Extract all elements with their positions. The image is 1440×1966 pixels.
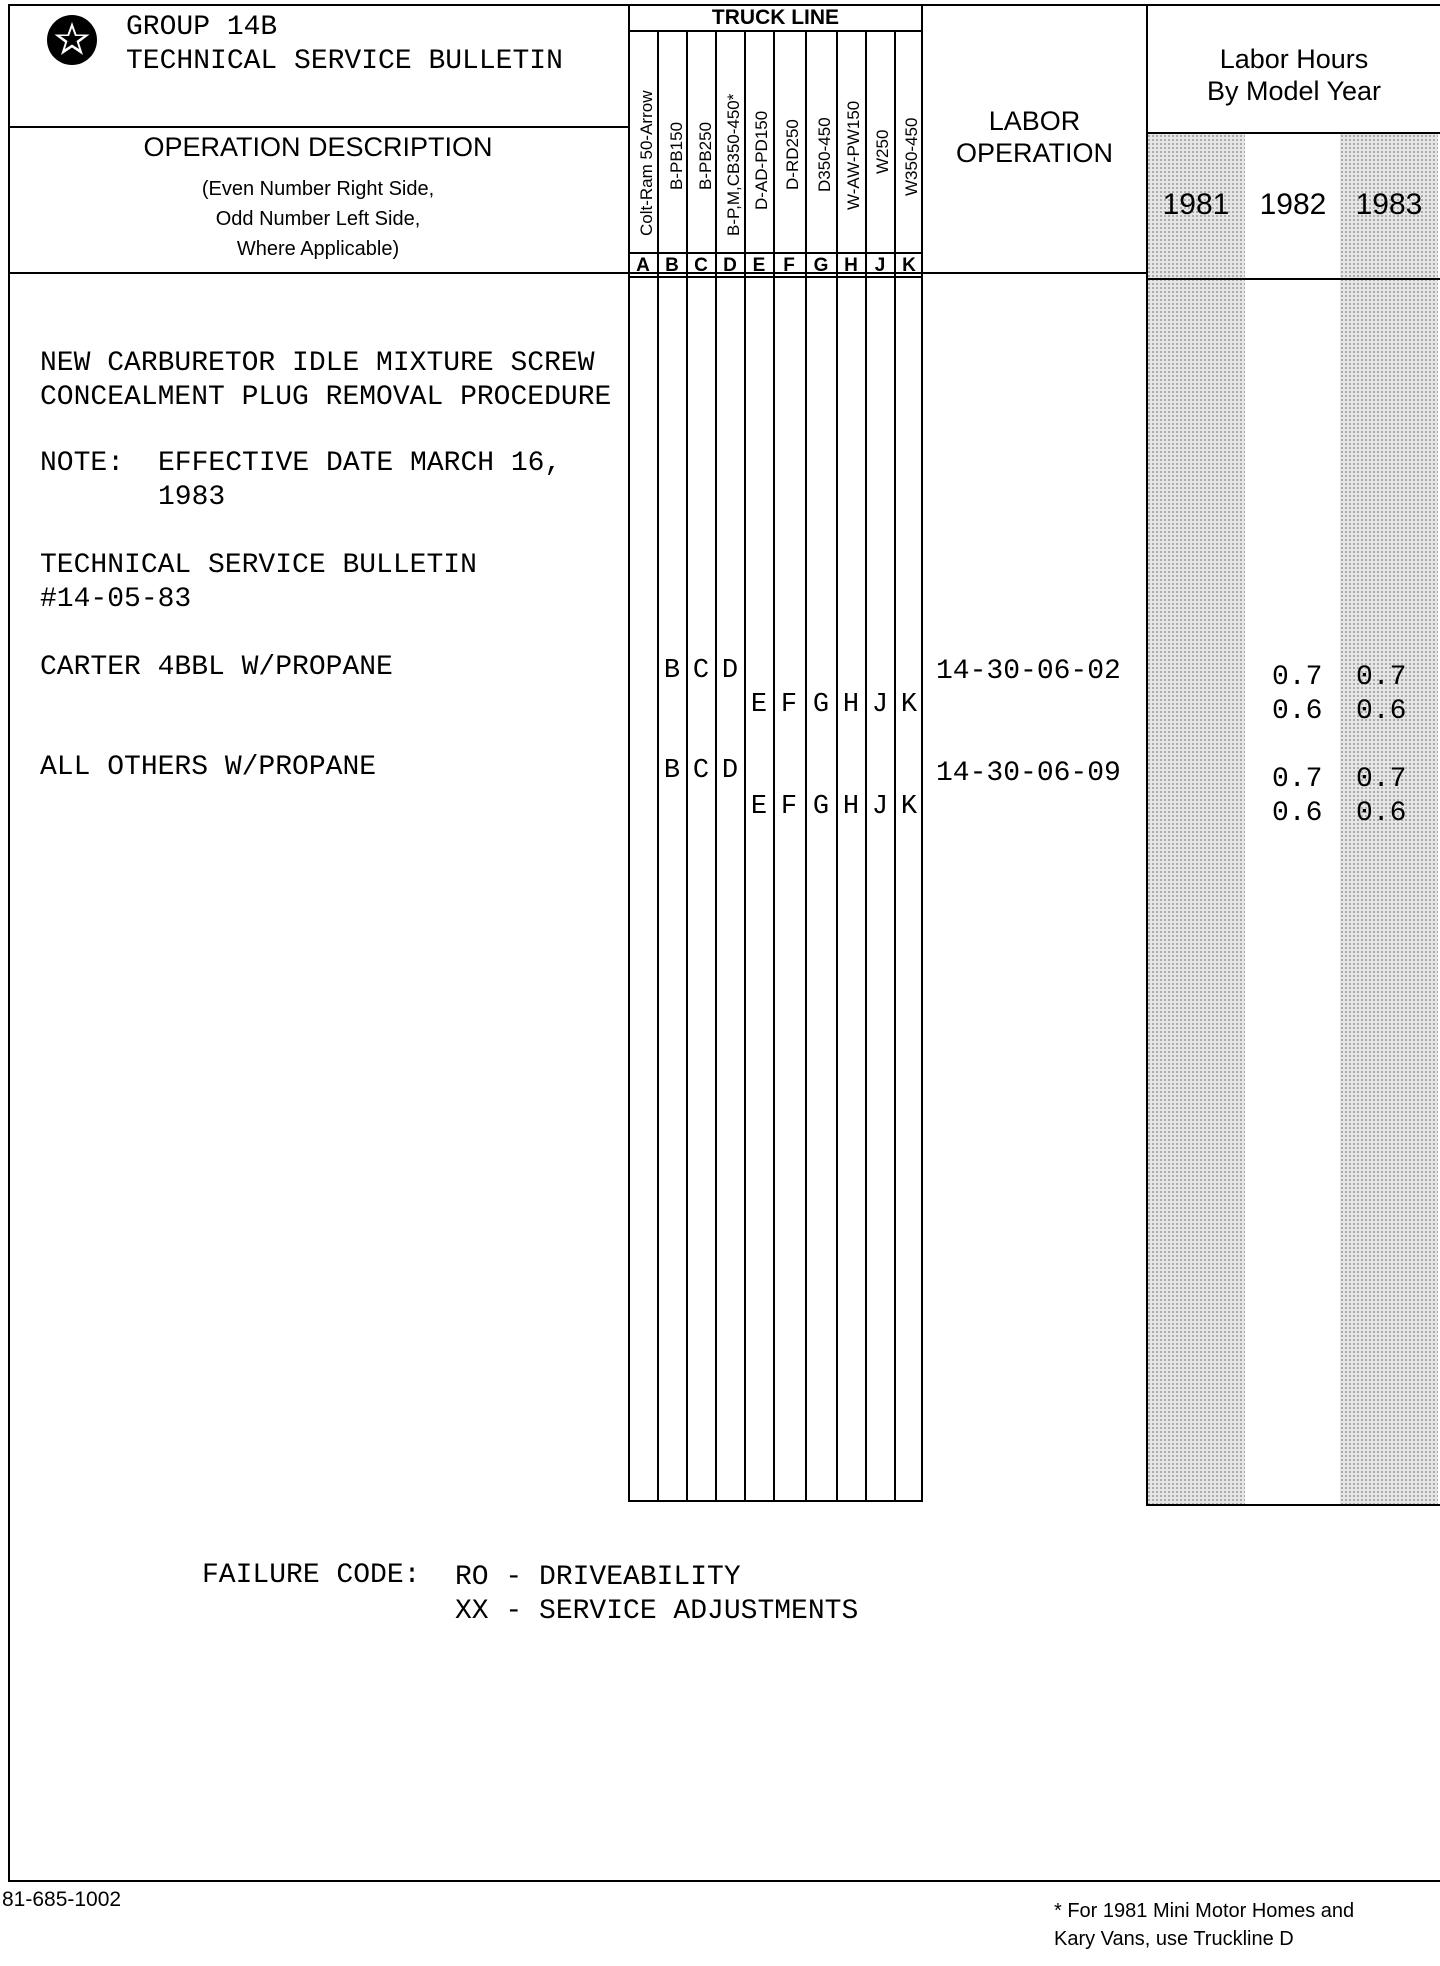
operation-description: CARTER 4BBL W/PROPANE (40, 652, 393, 683)
operation-description-note: Where Applicable) (236, 238, 400, 260)
hours-1982: 0.7 (1272, 764, 1323, 795)
truck-col-sep (773, 30, 775, 1502)
truck-col-sep (805, 30, 807, 1502)
truck-model-d: B-P,M,CB350-450* (724, 93, 743, 236)
truck-model-k: W350-450 (902, 117, 921, 196)
operation-description: ALL OTHERS W/PROPANE (40, 752, 377, 783)
labor-hours-label: Labor Hours (1219, 44, 1369, 74)
bulletin-reference: TECHNICAL SERVICE BULLETIN (40, 550, 477, 581)
truck-model-c: B-PB250 (696, 121, 715, 190)
truck-letter-k: K (902, 255, 916, 276)
hours-1982: 0.6 (1272, 696, 1323, 727)
group-label: GROUP 14B (126, 12, 278, 43)
truck-line-mark: H (842, 690, 860, 720)
truck-col-sep (744, 30, 746, 1502)
labor-operation-label: OPERATION (955, 138, 1114, 168)
pentastar-logo-icon (46, 14, 98, 66)
truck-line-mark: J (871, 690, 889, 720)
truck-model-f: D-RD250 (783, 119, 802, 190)
truck-model-a: Colt-Ram 50-Arrow (637, 90, 656, 236)
truck-letter-e: E (752, 255, 766, 276)
rule-hours-bottom (1146, 1504, 1440, 1506)
rule-hours-left (1146, 4, 1148, 1506)
note-text: EFFECTIVE DATE MARCH 16, (158, 448, 562, 479)
operation-description-note: (Even Number Right Side, (201, 178, 435, 200)
truck-line-label: TRUCK LINE (711, 6, 840, 29)
frame-left (8, 4, 10, 1880)
bulletin-reference: #14-05-83 (40, 584, 192, 615)
bulletin-title: TECHNICAL SERVICE BULLETIN (126, 46, 563, 77)
truck-line-mark: G (812, 690, 830, 720)
truck-model-g: D350-450 (815, 117, 834, 192)
truck-letter-a: A (636, 255, 650, 276)
labor-hours-label: By Model Year (1206, 76, 1382, 106)
truck-line-mark: B (663, 656, 681, 686)
truck-letter-d: D (723, 255, 737, 276)
truck-line-mark: J (871, 792, 889, 822)
truck-line-mark: K (900, 792, 918, 822)
hours-1982: 0.7 (1272, 662, 1323, 693)
rule-header-bottom (8, 272, 1148, 274)
truck-letter-b: B (665, 255, 679, 276)
labor-operation-label: LABOR (988, 106, 1081, 136)
rule-header-mid (8, 126, 630, 128)
truck-line-mark: E (750, 690, 768, 720)
truck-letter-h: H (844, 255, 858, 276)
truck-line-mark: E (750, 792, 768, 822)
failure-code-label: FAILURE CODE: (202, 1560, 421, 1591)
truck-line-mark: D (721, 756, 739, 786)
truck-model-h: W-AW-PW150 (844, 100, 863, 210)
truck-col-sep (865, 30, 867, 1502)
rule-labor-hours (1146, 132, 1440, 134)
note-text: 1983 (158, 482, 226, 513)
hours-1983: 0.6 (1356, 798, 1407, 829)
truck-letter-j: J (874, 255, 886, 276)
truck-line-mark: C (692, 756, 710, 786)
labor-operation-code: 14-30-06-09 (936, 758, 1121, 789)
truck-model-e: D-AD-PD150 (752, 110, 771, 210)
truck-letter-c: C (694, 255, 708, 276)
rule-table-bottom (628, 1500, 922, 1502)
operation-description-label: OPERATION DESCRIPTION (143, 132, 493, 162)
shade-1981 (1147, 134, 1245, 1504)
frame-bottom (8, 1880, 1440, 1882)
truck-col-sep (836, 30, 838, 1502)
hours-1983: 0.7 (1356, 662, 1407, 693)
rule-truckline-label (628, 30, 923, 32)
rule-year-bottom (1146, 278, 1440, 280)
failure-code: XX - SERVICE ADJUSTMENTS (455, 1596, 859, 1627)
hours-1983: 0.6 (1356, 696, 1407, 727)
truck-model-j: W250 (873, 129, 892, 174)
truck-letter-g: G (813, 255, 829, 276)
form-number: 81-685-1002 (2, 1888, 122, 1911)
truck-line-mark: F (780, 690, 798, 720)
truck-line-mark: D (721, 656, 739, 686)
model-year-1983: 1983 (1355, 188, 1423, 221)
truck-line-mark: F (780, 792, 798, 822)
description-title: NEW CARBURETOR IDLE MIXTURE SCREW (40, 348, 595, 379)
note-label: NOTE: (40, 448, 125, 479)
truck-col-sep (894, 30, 896, 1502)
hours-1982: 0.6 (1272, 798, 1323, 829)
truck-line-mark: K (900, 690, 918, 720)
model-year-1982: 1982 (1259, 188, 1327, 221)
truck-line-mark: H (842, 792, 860, 822)
rule-letters-top (628, 252, 923, 254)
hours-1983: 0.7 (1356, 764, 1407, 795)
truck-letter-f: F (783, 255, 795, 276)
rule-truck-right (921, 4, 923, 1502)
truck-line-mark: B (663, 756, 681, 786)
truck-line-mark: C (692, 656, 710, 686)
description-title: CONCEALMENT PLUG REMOVAL PROCEDURE (40, 382, 612, 413)
model-year-1981: 1981 (1162, 188, 1230, 221)
failure-code: RO - DRIVEABILITY (455, 1562, 741, 1593)
truck-model-b: B-PB150 (667, 121, 686, 190)
truck-line-mark: G (812, 792, 830, 822)
footnote: * For 1981 Mini Motor Homes and (1054, 1900, 1355, 1922)
labor-operation-code: 14-30-06-02 (936, 656, 1121, 687)
operation-description-note: Odd Number Left Side, (215, 208, 421, 230)
footnote: Kary Vans, use Truckline D (1054, 1928, 1294, 1950)
rule-truck-left (628, 4, 630, 1502)
